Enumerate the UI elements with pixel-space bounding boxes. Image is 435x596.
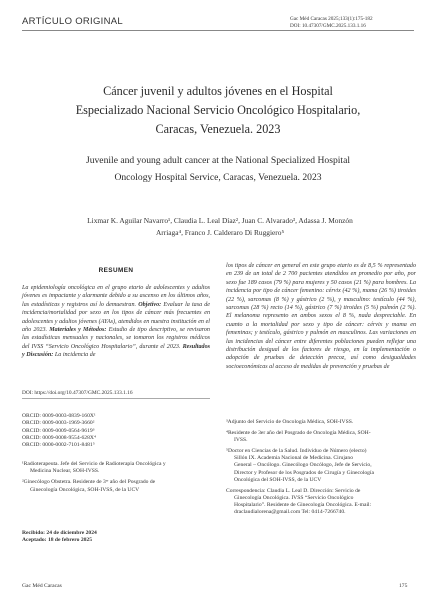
title-english bbox=[22, 152, 414, 186]
orcid-item[interactable]: ORCID: 0009-0009-0564-9619³ bbox=[22, 427, 95, 434]
author-list bbox=[30, 215, 410, 239]
correspondence-line: Ginecología Oncológica. IVSS “Servicio Oncológico bbox=[234, 494, 354, 501]
received-date: Recibido: 24 de diciembre 2024 bbox=[22, 530, 97, 536]
abstract-intro: La epidemiología oncológica en el grupo etario de adolescentes y adultos jóvenes es impactante y alarmante debido a su ascenso en los últimos años, las estadísticas y registros así lo demuestran. bbox=[22, 285, 210, 308]
affiliation-line: General – Oncólogo. Ginecólogo Oncólogo, Jefe de Servicio, bbox=[234, 462, 372, 469]
affiliation-line: ²Ginecólogo Obstetra. Residente de 3ᵉʳ año del Posgrado de bbox=[22, 479, 156, 486]
title-english-line: Juvenile and young adult cancer at the National Specialized Hospital bbox=[85, 155, 350, 166]
accepted-date: Aceptado: 18 de febrero 2025 bbox=[22, 537, 93, 544]
results-text: La incidencia de bbox=[54, 352, 96, 359]
correspondence bbox=[226, 488, 416, 516]
author-line: Lixmar K. Aguilar Navarro¹, Claudia L. Leal Díaz², Juan C. Alvarado³, Adassa J. Monzón bbox=[87, 216, 353, 225]
correspondence-line: Correspondencia: Claudia L. Leal D. Dirección: Servicio de bbox=[226, 487, 361, 494]
orcid-item[interactable]: ORCID: 0009-0003-0839-160X¹ bbox=[22, 413, 96, 419]
title-spanish-line: Cáncer juvenil y adultos jóvenes en el Hospital bbox=[103, 84, 333, 98]
affiliation-1 bbox=[22, 461, 210, 475]
objective-label: Objetivo: bbox=[138, 301, 162, 308]
methods-label: Materiales y Métodos: bbox=[49, 327, 107, 334]
header-divider bbox=[22, 30, 414, 31]
objective-text: Evaluar la tasa de incidencia/mortalidad por sexo en los tipos de cáncer más frecuentes en adolescentes y adultos jóvenes (AYAs), atendidos en nuestra institución en el año 2023. bbox=[22, 301, 211, 334]
abstract-paragraph bbox=[22, 284, 210, 360]
affiliation-line: ¹Radioterapeuta. Jefe del Servicio de Radioterapia Oncológica y bbox=[22, 461, 166, 467]
author-line: Arriaga⁴, Franco J. Calderaro Di Ruggiero⁵ bbox=[155, 228, 285, 237]
affiliation-line: Ginecología Oncológica, SOH-IVSS, de la UCV bbox=[30, 486, 140, 493]
title-english-line: Oncology Hospital Service, Caracas, Venezuela. 2023 bbox=[114, 172, 322, 183]
orcid-item[interactable]: ORCID: 0009-0003-1969-3660² bbox=[22, 420, 95, 427]
title-spanish bbox=[22, 82, 414, 139]
affiliation-line: Sillón IX. Academia Nacional de Medicina. Cirujano bbox=[234, 455, 353, 462]
journal-citation: Gac Méd Caracas 2025;133(1):175-182 bbox=[290, 16, 373, 22]
results-label: Resultados y Discusión: bbox=[22, 343, 210, 359]
affiliation-line: IVSS. bbox=[234, 437, 248, 444]
footer-page-number: 175 bbox=[399, 583, 408, 589]
affiliations-left bbox=[22, 461, 210, 498]
submission-dates bbox=[22, 530, 210, 545]
orcid-list bbox=[22, 413, 210, 449]
abstract-paragraph-continued: los tipos de cáncer en general en este grupo etario es de 8,5 % representado en 239 de un total de 2 700 pacientes atendidos en promedio por año, por sexo fue 189 casos (79 %) para mujeres y 50 casos (21 %) para hombres. La incidencia por tipo de cáncer femenino: cérvix (42 %), mama (26 %) tiroides (22 %), sarcomas (8 %) y gástrico (2 %), y masculino: testículo (44 %), sarcomas (28 %) recto (14 %), gástrico (7 %) tiroides (5 %) pulmón (2 %). El melanoma represento en ambos sexos el 8 %, nada despreciable. En cuanto a la mortalidad por sexo y tipo de cáncer: cérvix y mama en femeninas; y testículo, gástrico y pulmón en masculinos. Las variaciones en las incidencias del cáncer entre diferentes poblaciones pueden reflejar una distribución desigual de los factores de riesgo, en la implementación o adopción de pruebas de detección precoz, así como desigualdades socioeconómicas al acceso de medidas de prevención y pruebas de bbox=[226, 263, 416, 370]
journal-reference bbox=[290, 16, 420, 30]
affiliation-line: ⁴Residente de 3er año del Posgrado de Oncología Médica, SOH- bbox=[226, 430, 371, 437]
footer-journal-name: Gac Méd Caracas bbox=[22, 583, 62, 589]
correspondence-email[interactable]: draclaudialorena@gmail.com Tel: 0414-7266740. bbox=[234, 509, 346, 516]
affiliation-2 bbox=[22, 479, 210, 493]
correspondence-line: Hospitalario”. Residente de Ginecología Oncológica. E-mail: bbox=[234, 501, 372, 508]
abstract-heading: RESUMEN bbox=[98, 267, 134, 274]
affiliation-line: Director y Profesor de los Posgrados de Cirugía y Ginecología bbox=[234, 469, 374, 476]
orcid-item[interactable]: ORCID: 0009-0008-9554-628X⁴ bbox=[22, 434, 96, 441]
affiliation-line: Oncológica del SOH-IVSS, de la UCV bbox=[234, 476, 322, 483]
doi-link[interactable]: DOI: https://doi.org/10.47307/GMC.2025.133.1.16 bbox=[22, 390, 133, 396]
affiliation-line: ⁵Doctor en Ciencias de la Salud. Individuo de Número (electo) bbox=[226, 448, 367, 455]
abstract-left-column bbox=[22, 263, 210, 360]
methods-text: Estudio de tipo descriptivo, se revisaron las estadísticas mensuales y nacionales, se tomaron los registros médicos del IVSS “Servicio Oncológico Hospitalario”, durante el 2023. bbox=[22, 327, 210, 350]
affiliation-3: ³Adjunto del Servicio de Oncología Médica, SOH-IVSS. bbox=[226, 419, 354, 425]
orcid-item[interactable]: ORCID: 0000-0002-7101-8481⁵ bbox=[22, 442, 95, 449]
affiliation-4 bbox=[226, 430, 416, 444]
affiliation-5 bbox=[226, 448, 416, 483]
affiliation-line: Medicina Nuclear, SOH-IVSS. bbox=[30, 468, 100, 475]
abstract-right-column bbox=[226, 262, 416, 371]
title-spanish-line: Caracas, Venezuela. 2023 bbox=[155, 122, 281, 136]
article-type-label: ARTÍCULO ORIGINAL bbox=[22, 16, 123, 27]
affiliations-right bbox=[226, 419, 416, 520]
title-spanish-line: Especializado Nacional Servicio Oncológico Hospitalario, bbox=[75, 103, 361, 117]
journal-doi: DOI: 10.47307/GMC.2025.133.1.16 bbox=[290, 23, 366, 29]
doi-divider bbox=[22, 398, 210, 399]
